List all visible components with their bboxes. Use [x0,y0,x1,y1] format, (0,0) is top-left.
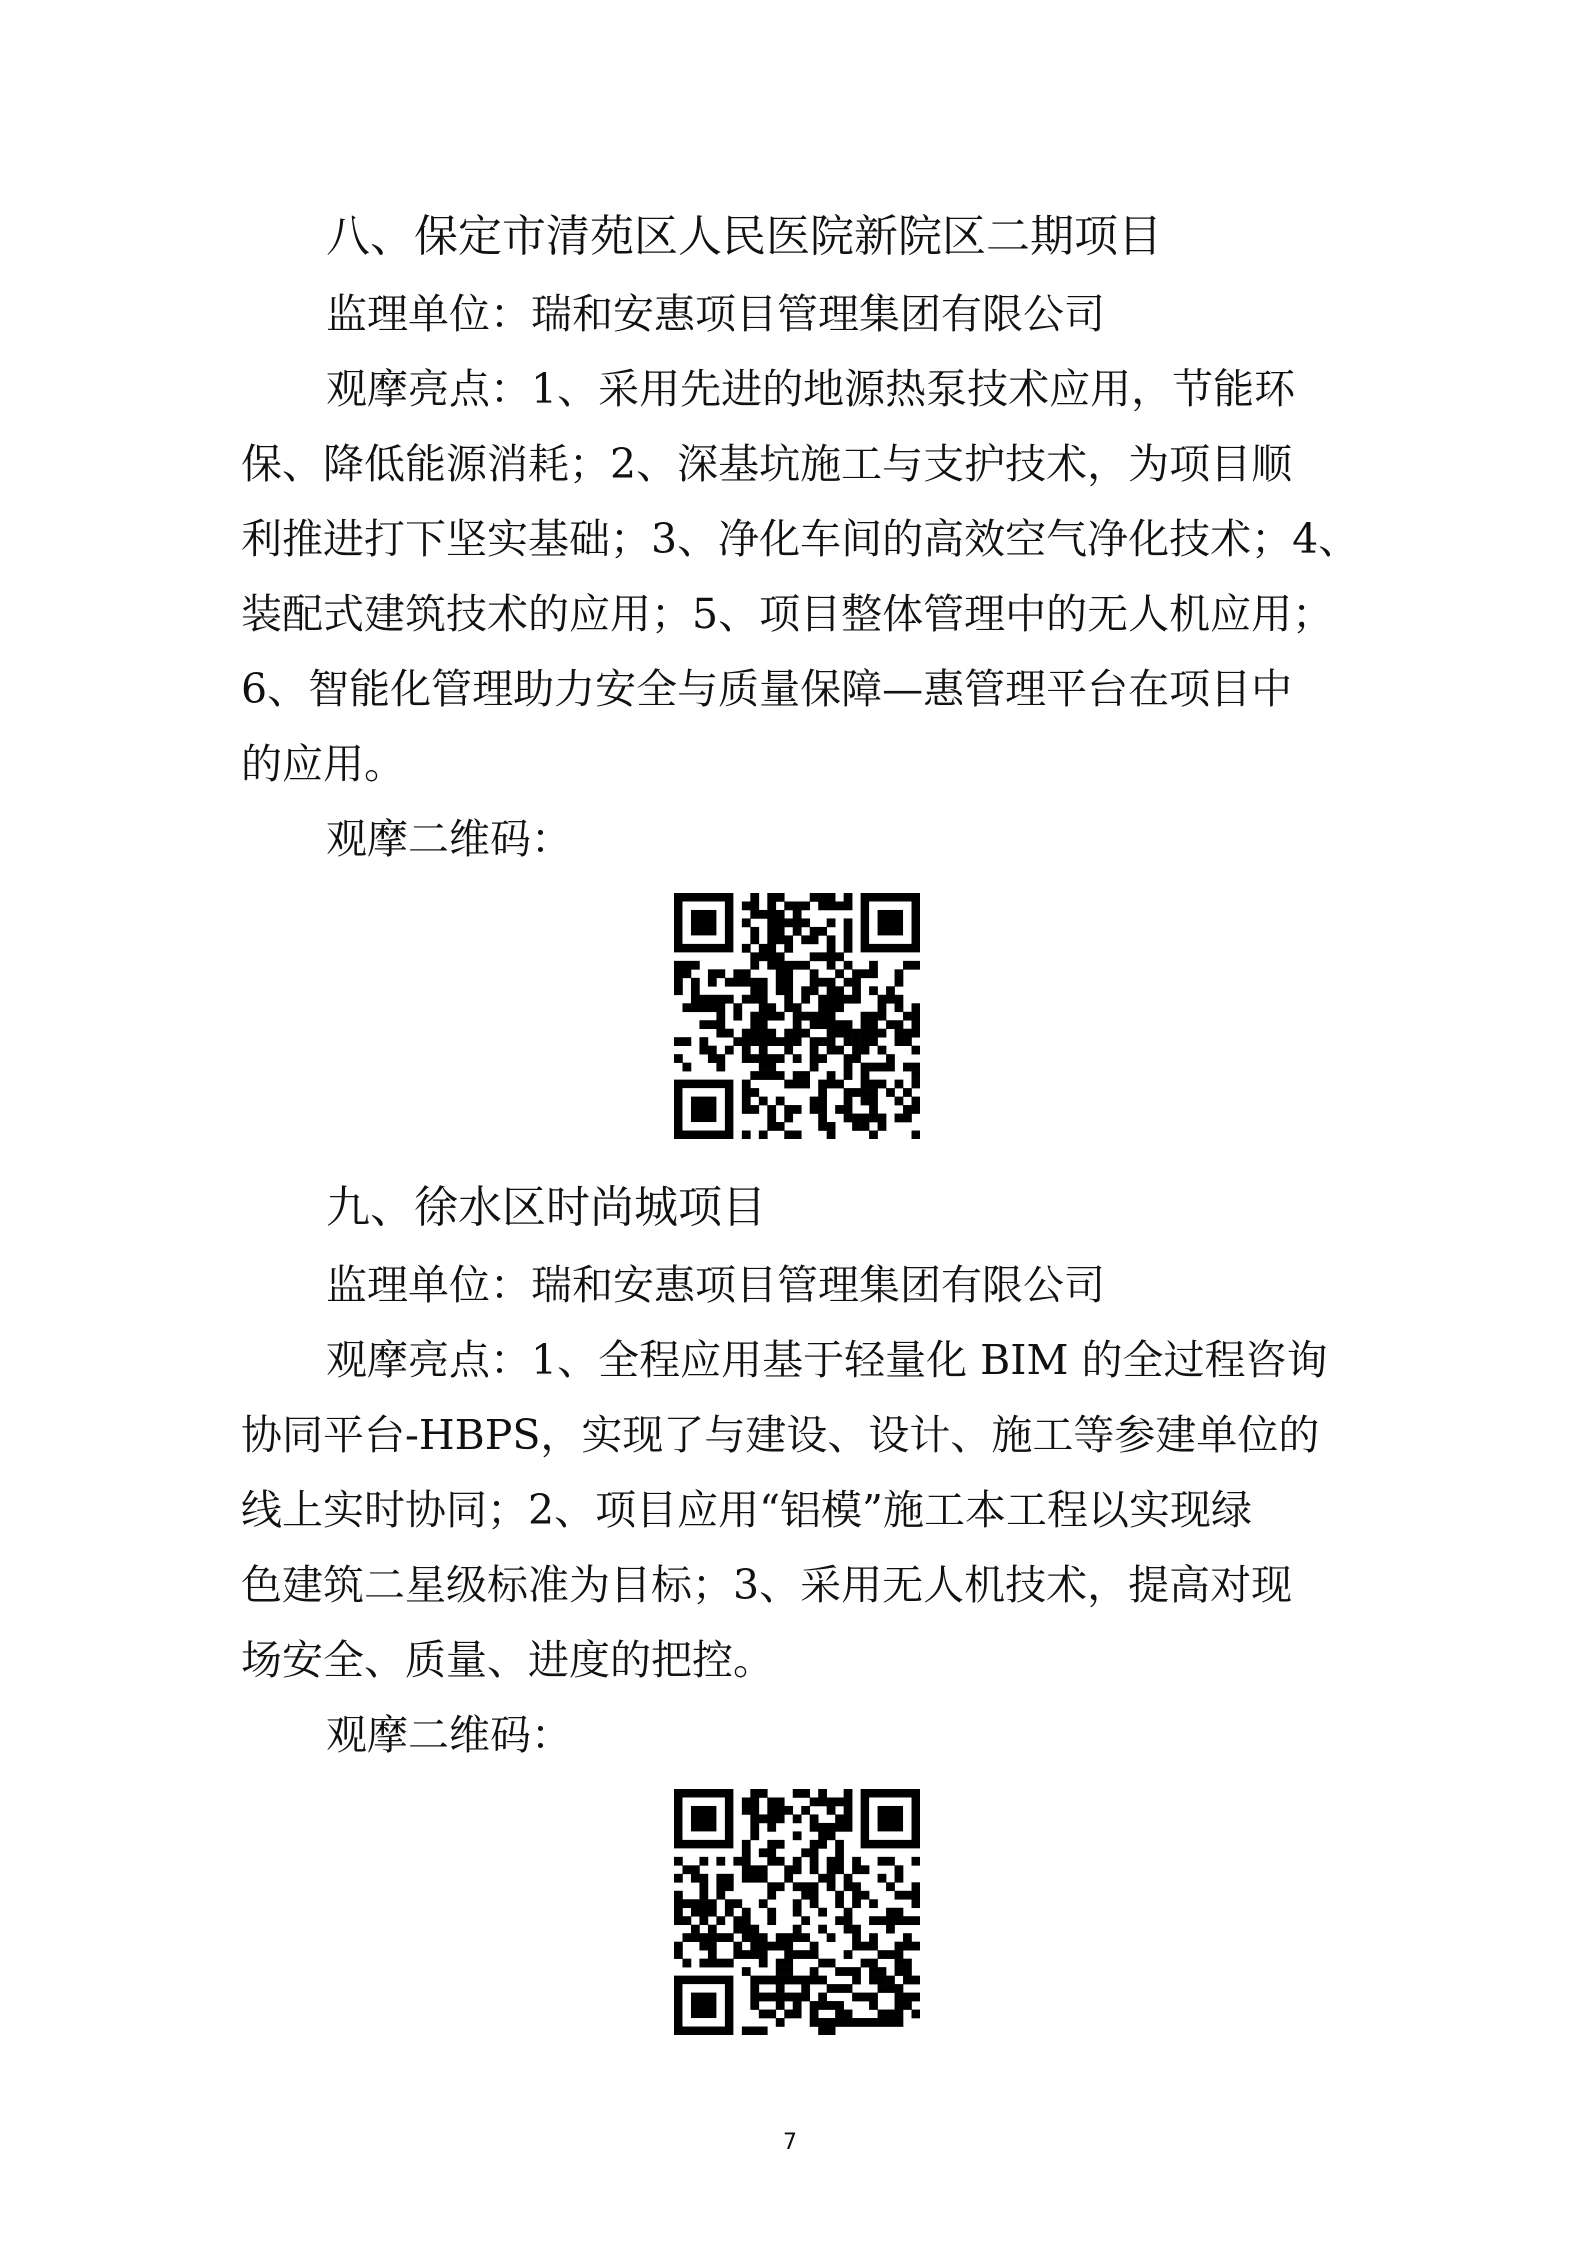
section-8-heading: 八、保定市清苑区人民医院新院区二期项目 [326,211,1162,262]
qr-finder-pattern [674,1789,733,1848]
qr-code-graphic [674,893,920,1139]
page-number: 7 [783,2130,797,2155]
section-9-highlights-line: 观摩亮点：1、全程应用基于轻量化 BIM 的全过程咨询 [326,1336,1328,1384]
section-8-supervisor: 监理单位：瑞和安惠项目管理集团有限公司 [326,290,1105,338]
section-8-highlights-line: 保、降低能源消耗；2、深基坑施工与支护技术，为项目顺 [241,440,1293,488]
section-8-highlights-line: 装配式建筑技术的应用；5、项目整体管理中的无人机应用； [241,590,1334,638]
section-8-highlights-line: 观摩亮点：1、采用先进的地源热泵技术应用，节能环 [326,365,1296,413]
section-9-highlights-line: 线上实时协同；2、项目应用“铝模”施工本工程以实现绿 [241,1486,1253,1534]
qr-finder-pattern [674,1976,733,2035]
section-9-supervisor: 监理单位：瑞和安惠项目管理集团有限公司 [326,1261,1105,1309]
qr-finder-pattern [861,893,920,952]
section-9-highlights-line: 场安全、质量、进度的把控。 [241,1636,774,1684]
section-8-highlights-line: 的应用。 [241,740,405,788]
qr-finder-pattern [861,1789,920,1848]
section-8-highlights-line: 利推进打下坚实基础；3、净化车间的高效空气净化技术；4、 [241,515,1360,563]
section-9-highlights-line: 色建筑二星级标准为目标；3、采用无人机技术，提高对现 [241,1561,1293,1609]
qr-code-image [674,1789,920,2035]
section-8-qr-label: 观摩二维码： [326,815,572,863]
section-9-highlights-line: 协同平台-HBPS，实现了与建设、设计、施工等参建单位的 [241,1411,1320,1459]
qr-finder-pattern [674,893,733,952]
qr-code-image [674,893,920,1139]
qr-code-graphic [674,1789,920,2035]
section-9-heading: 九、徐水区时尚城项目 [326,1182,766,1233]
section-8-highlights-line: 6、智能化管理助力安全与质量保障—惠管理平台在项目中 [241,665,1293,713]
qr-finder-pattern [674,1080,733,1139]
section-9-qr-label: 观摩二维码： [326,1711,572,1759]
